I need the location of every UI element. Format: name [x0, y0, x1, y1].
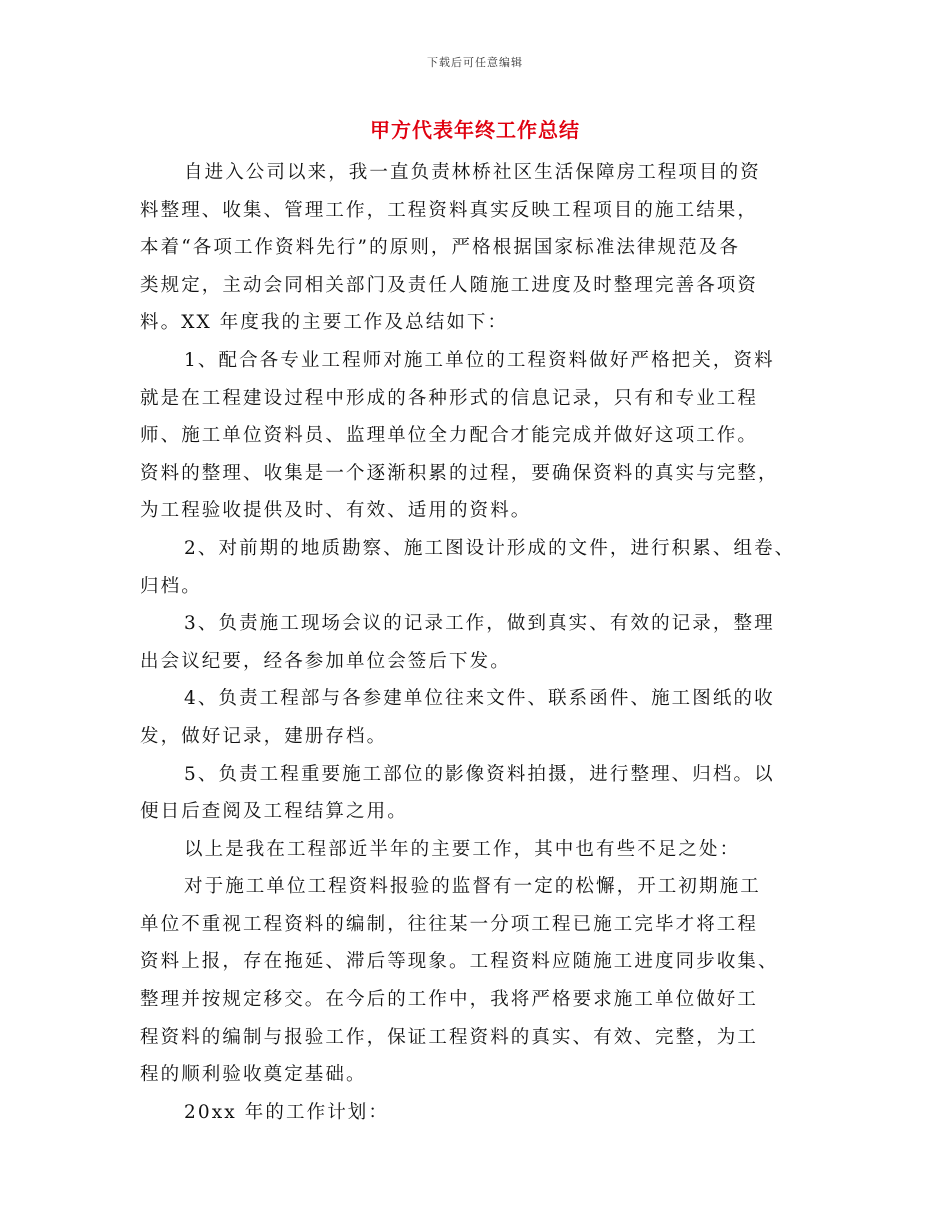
paragraph-shortcomings: [140, 868, 810, 1094]
paragraph-shortcomings-intro: [140, 831, 810, 869]
text-line: 2、对前期的地质勘察、施工图设计形成的文件，进行积累、组卷、: [184, 537, 796, 559]
paragraph-item-5: [140, 756, 810, 831]
text-line: 本着“各项工作资料先行”的原则，严格根据国家标准法律规范及各: [140, 237, 740, 259]
text-line: 单位不重视工程资料的编制，往往某一分项工程已施工完毕才将工程: [140, 913, 759, 935]
text-line: 对于施工单位工程资料报验的监督有一定的松懈，开工初期施工: [184, 876, 761, 898]
text-line: 便日后查阅及工程结算之用。: [140, 801, 408, 823]
paragraph-item-1: [140, 342, 810, 530]
paragraph-plan-heading: [140, 1094, 810, 1132]
document-title: 甲方代表年终工作总结: [370, 118, 580, 142]
text-line: 为工程验收提供及时、有效、适用的资料。: [140, 500, 532, 522]
text-line: 料。XX 年度我的主要工作及总结如下：: [140, 312, 509, 334]
text-line: 资料上报，存在拖延、滞后等现象。工程资料应随施工进度同步收集、: [140, 951, 779, 973]
paragraph-item-4: [140, 680, 810, 755]
text-line: 自进入公司以来，我一直负责林桥社区生活保障房工程项目的资: [184, 162, 761, 183]
text-line: 4、负责工程部与各参建单位往来文件、联系函件、施工图纸的收: [184, 688, 775, 710]
text-line: 整理并按规定移交。在今后的工作中，我将严格要求施工单位做好工: [140, 989, 759, 1011]
text-line: 程资料的编制与报验工作，保证工程资料的真实、有效、完整，为工: [140, 1026, 759, 1048]
text-line: 发，做好记录，建册存档。: [140, 725, 388, 747]
text-line: 20xx 年的工作计划：: [184, 1101, 389, 1123]
text-line: 师、施工单位资料员、监理单位全力配合才能完成并做好这项工作。: [140, 425, 759, 447]
text-line: 5、负责工程重要施工部位的影像资料拍摄，进行整理、归档。以: [184, 763, 775, 785]
text-line: 1、配合各专业工程师对施工单位的工程资料做好严格把关，资料: [184, 349, 775, 371]
paragraph-item-2: [140, 530, 810, 605]
paragraph-intro: [140, 154, 810, 342]
paragraph-item-3: [140, 605, 810, 680]
text-line: 程的顺利验收奠定基础。: [140, 1064, 367, 1086]
text-line: 归档。: [140, 575, 202, 597]
page-header-note: 下载后可任意编辑: [427, 56, 523, 69]
text-line: 类规定，主动会同相关部门及责任人随施工进度及时整理完善各项资: [140, 274, 759, 296]
text-line: 资料的整理、收集是一个逐渐积累的过程，要确保资料的真实与完整，: [140, 462, 779, 484]
text-line: 就是在工程建设过程中形成的各种形式的信息记录，只有和专业工程: [140, 387, 759, 409]
text-line: 以上是我在工程部近半年的主要工作，其中也有些不足之处：: [184, 838, 741, 860]
text-line: 料整理、收集、管理工作，工程资料真实反映工程项目的施工结果，: [140, 199, 759, 221]
text-line: 出会议纪要，经各参加单位会签后下发。: [140, 650, 511, 672]
text-line: 3、负责施工现场会议的记录工作，做到真实、有效的记录，整理: [184, 613, 775, 635]
document-body: [140, 154, 810, 1131]
